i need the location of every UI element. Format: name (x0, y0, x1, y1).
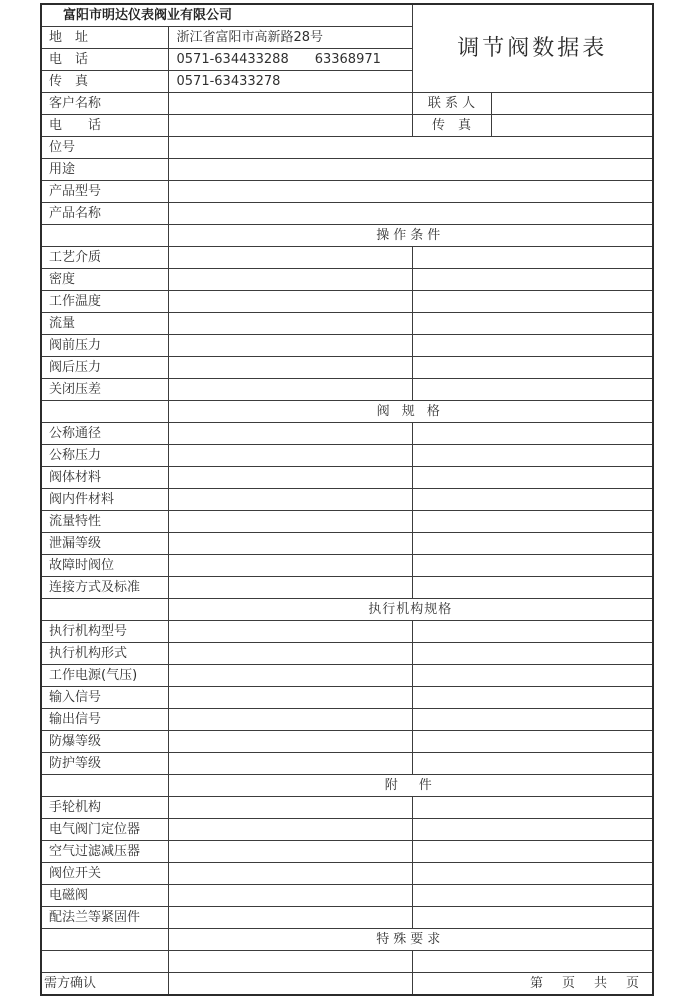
value-cell (168, 973, 412, 996)
customer-fax-cell (491, 115, 653, 137)
table-row (41, 533, 653, 555)
table-row (41, 731, 653, 753)
row-label: 阀体材料 (41, 467, 168, 489)
customer-phone-cell (168, 115, 412, 137)
row-label: 工作电源(气压) (41, 665, 168, 687)
row-label: 公称通径 (41, 423, 168, 445)
row-label: 流量特性 (41, 511, 168, 533)
value-cell (168, 819, 412, 841)
fax-label: 传 真 (41, 71, 168, 93)
section-header-row (41, 929, 653, 951)
table-row (41, 621, 653, 643)
purpose-row (41, 159, 653, 181)
row-label: 执行机构型号 (41, 621, 168, 643)
page-number-label: 第 页 共 页 (412, 973, 653, 996)
table-row (41, 511, 653, 533)
value-cell (412, 577, 653, 599)
value-cell (412, 841, 653, 863)
value-cell (412, 951, 653, 973)
contact-label: 联 系 人 (412, 93, 491, 115)
row-label: 用途 (41, 159, 168, 181)
value-cell (412, 335, 653, 357)
product-name-row (41, 203, 653, 225)
row-label: 防爆等级 (41, 731, 168, 753)
value-cell (168, 907, 412, 929)
empty-label-cell (41, 951, 168, 973)
row-label: 关闭压差 (41, 379, 168, 401)
table-row (41, 577, 653, 599)
table-row (41, 709, 653, 731)
value-cell (168, 665, 412, 687)
table-row (41, 313, 653, 335)
buyer-confirm-label: 需方确认 (41, 973, 168, 996)
row-label: 工作温度 (41, 291, 168, 313)
valve-data-sheet (40, 3, 654, 996)
value-cell (168, 841, 412, 863)
empty-label-cell (41, 599, 168, 621)
table-row (41, 467, 653, 489)
value-cell (168, 555, 412, 577)
section-header-row (41, 599, 653, 621)
table-row (41, 797, 653, 819)
value-cell (412, 885, 653, 907)
tag-number-row (41, 137, 653, 159)
value-cell (168, 797, 412, 819)
customer-phone-label: 电 话 (41, 115, 168, 137)
section-header-actuator-spec: 执行机构规格 (168, 599, 653, 621)
table-row (41, 335, 653, 357)
table-row (41, 489, 653, 511)
table-row (41, 555, 653, 577)
table-row (41, 643, 653, 665)
value-cell (168, 357, 412, 379)
table-row (41, 357, 653, 379)
row-label: 阀前压力 (41, 335, 168, 357)
row-label: 产品型号 (41, 181, 168, 203)
table-row (41, 907, 653, 929)
customer-name-cell (168, 93, 412, 115)
row-label: 产品名称 (41, 203, 168, 225)
section-header-row (41, 225, 653, 247)
customer-name-label: 客户名称 (41, 93, 168, 115)
value-cell (168, 291, 412, 313)
section-header-valve-spec: 阀 规 格 (168, 401, 653, 423)
value-cell (412, 467, 653, 489)
value-cell (412, 819, 653, 841)
table-row (41, 291, 653, 313)
sheet-title: 调节阀数据表 (412, 4, 653, 93)
value-cell (168, 159, 653, 181)
table-row (41, 665, 653, 687)
value-cell (412, 533, 653, 555)
phone-value: 0571-634433288 63368971 (168, 49, 412, 71)
value-cell (412, 643, 653, 665)
table-row (41, 445, 653, 467)
empty-label-cell (41, 225, 168, 247)
address-label: 地 址 (41, 27, 168, 49)
value-cell (412, 621, 653, 643)
company-name-row (41, 4, 653, 27)
value-cell (168, 445, 412, 467)
row-label: 输入信号 (41, 687, 168, 709)
row-label: 阀位开关 (41, 863, 168, 885)
value-cell (412, 753, 653, 775)
section-header-row (41, 775, 653, 797)
value-cell (412, 423, 653, 445)
row-label: 执行机构形式 (41, 643, 168, 665)
row-label: 空气过滤减压器 (41, 841, 168, 863)
footer-row (41, 973, 653, 996)
row-label: 流量 (41, 313, 168, 335)
table-row (41, 687, 653, 709)
value-cell (412, 907, 653, 929)
row-label: 阀后压力 (41, 357, 168, 379)
value-cell (412, 291, 653, 313)
empty-label-cell (41, 929, 168, 951)
address-value: 浙江省富阳市高新路28号 (168, 27, 412, 49)
value-cell (412, 797, 653, 819)
value-cell (168, 951, 412, 973)
customer-fax-label: 传 真 (412, 115, 491, 137)
table-row (41, 753, 653, 775)
value-cell (168, 489, 412, 511)
value-cell (168, 687, 412, 709)
value-cell (168, 577, 412, 599)
value-cell (168, 885, 412, 907)
value-cell (168, 181, 653, 203)
value-cell (412, 445, 653, 467)
customer-name-row (41, 93, 653, 115)
value-cell (412, 269, 653, 291)
row-label: 位号 (41, 137, 168, 159)
product-model-row (41, 181, 653, 203)
row-label: 输出信号 (41, 709, 168, 731)
value-cell (412, 665, 653, 687)
value-cell (412, 863, 653, 885)
table-row (41, 247, 653, 269)
row-label: 配法兰等紧固件 (41, 907, 168, 929)
value-cell (168, 643, 412, 665)
fax-value: 0571-63433278 (168, 71, 412, 93)
table-row (41, 423, 653, 445)
row-label: 泄漏等级 (41, 533, 168, 555)
value-cell (168, 203, 653, 225)
section-header-row (41, 401, 653, 423)
contact-cell (491, 93, 653, 115)
table-row (41, 951, 653, 973)
value-cell (168, 621, 412, 643)
row-label: 防护等级 (41, 753, 168, 775)
row-label: 工艺介质 (41, 247, 168, 269)
value-cell (412, 555, 653, 577)
value-cell (168, 269, 412, 291)
table-row (41, 269, 653, 291)
row-label: 电磁阀 (41, 885, 168, 907)
value-cell (168, 709, 412, 731)
value-cell (168, 731, 412, 753)
value-cell (412, 247, 653, 269)
value-cell (168, 467, 412, 489)
section-header-accessories: 附 件 (168, 775, 653, 797)
row-label: 密度 (41, 269, 168, 291)
value-cell (168, 379, 412, 401)
value-cell (412, 313, 653, 335)
company-name: 富阳市明达仪表阀业有限公司 (41, 4, 412, 27)
value-cell (412, 687, 653, 709)
value-cell (412, 489, 653, 511)
value-cell (168, 137, 653, 159)
value-cell (412, 379, 653, 401)
table-row (41, 885, 653, 907)
value-cell (168, 335, 412, 357)
row-label: 手轮机构 (41, 797, 168, 819)
value-cell (168, 247, 412, 269)
table-row (41, 863, 653, 885)
value-cell (412, 511, 653, 533)
customer-phone-row (41, 115, 653, 137)
empty-label-cell (41, 401, 168, 423)
table-row (41, 819, 653, 841)
value-cell (168, 313, 412, 335)
row-label: 公称压力 (41, 445, 168, 467)
row-label: 阀内件材料 (41, 489, 168, 511)
table-row (41, 841, 653, 863)
row-label: 连接方式及标准 (41, 577, 168, 599)
value-cell (412, 731, 653, 753)
value-cell (412, 709, 653, 731)
section-header-operating-conditions: 操作条件 (168, 225, 653, 247)
table-row (41, 379, 653, 401)
value-cell (168, 753, 412, 775)
value-cell (168, 511, 412, 533)
phone-label: 电 话 (41, 49, 168, 71)
row-label: 故障时阀位 (41, 555, 168, 577)
value-cell (168, 533, 412, 555)
value-cell (412, 357, 653, 379)
empty-label-cell (41, 775, 168, 797)
section-header-special-requirements: 特殊要求 (168, 929, 653, 951)
value-cell (168, 423, 412, 445)
row-label: 电气阀门定位器 (41, 819, 168, 841)
value-cell (168, 863, 412, 885)
